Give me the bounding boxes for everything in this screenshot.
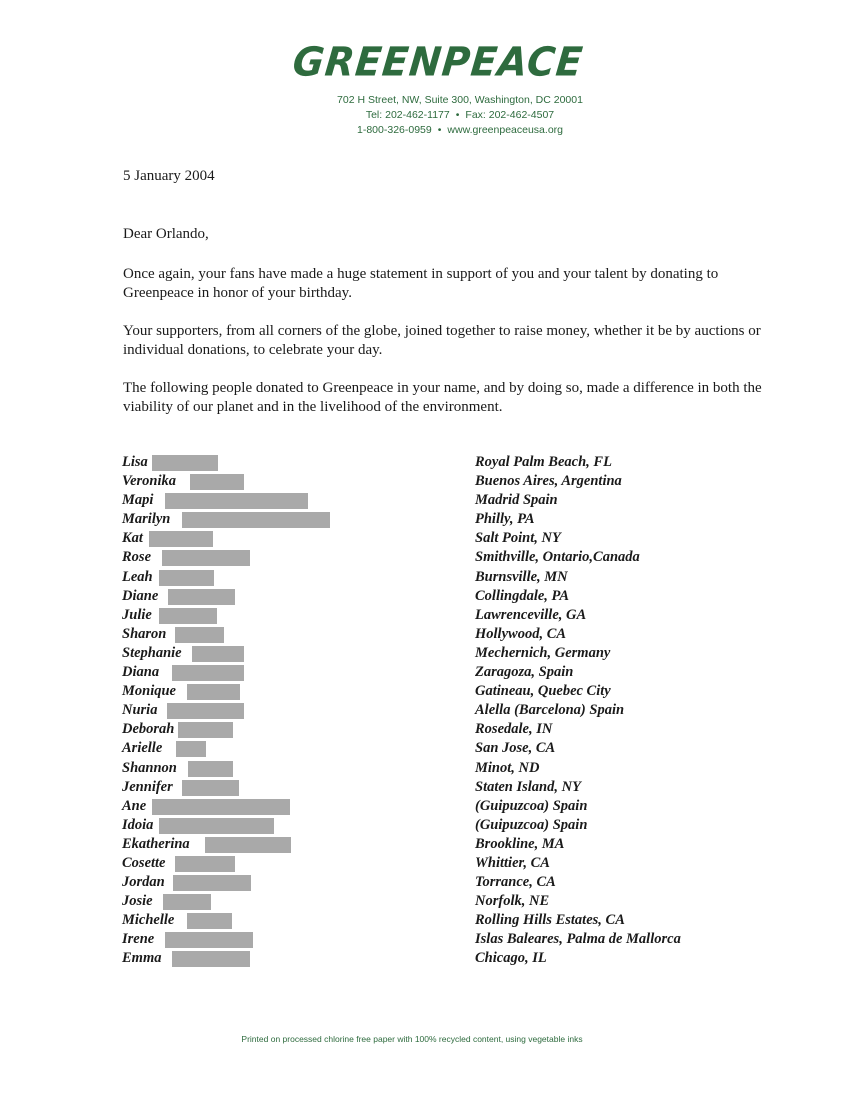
donor-location: (Guipuzcoa) Spain xyxy=(475,816,588,833)
bullet-separator: • xyxy=(455,109,460,121)
donor-location: Alella (Barcelona) Spain xyxy=(475,702,625,719)
redaction-box xyxy=(187,684,240,700)
donor-location: San Jose, CA xyxy=(475,740,556,757)
donor-name: Ekatherina xyxy=(122,835,190,852)
donor-name: Nuria xyxy=(122,702,158,719)
donor-location: Rosedale, IN xyxy=(475,721,553,738)
paragraph-3: The following people donated to Greenpeace in your name, and by doing so, made a difference in both the viability of our planet and in the livelihood of the environment. xyxy=(123,380,762,415)
redaction-box xyxy=(176,741,206,757)
footer-note: Printed on processed chlorine free paper with 100% recycled content, using vegetable inks xyxy=(241,1034,583,1044)
donor-name: Julie xyxy=(122,606,152,623)
donor-location: Rolling Hills Estates, CA xyxy=(475,912,625,929)
redaction-box xyxy=(192,646,244,662)
redaction-box xyxy=(175,856,235,872)
donor-location: Minot, ND xyxy=(475,759,540,776)
donor-location: Norfolk, NE xyxy=(475,893,550,910)
donor-name: Michelle xyxy=(122,912,175,929)
donor-name: Monique xyxy=(122,683,176,700)
donor-location: Chicago, IL xyxy=(475,950,547,967)
donor-name: Jordan xyxy=(122,874,165,891)
redaction-box xyxy=(172,951,250,967)
donor-name: Irene xyxy=(122,931,155,948)
donor-name: Veronika xyxy=(122,473,176,490)
donor-name: Diane xyxy=(122,587,159,604)
donor-location: Whittier, CA xyxy=(475,854,550,871)
donor-location: Burnsville, MN xyxy=(475,568,568,585)
donor-name: Leah xyxy=(122,568,153,585)
donor-location: Mechernich, Germany xyxy=(475,644,611,661)
donor-name: Josie xyxy=(122,893,153,910)
redaction-box xyxy=(182,780,239,796)
redaction-box xyxy=(167,703,244,719)
donor-location: Collingdale, PA xyxy=(475,587,569,604)
donor-name: Shannon xyxy=(122,759,177,776)
donor-location: Smithville, Ontario,Canada xyxy=(475,549,640,566)
paragraph-1: Once again, your fans have made a huge statement in support of you and your talent by donating to Greenpeace in honor of your birthday. xyxy=(123,266,719,301)
donor-location: Staten Island, NY xyxy=(475,778,581,795)
donor-name: Ane xyxy=(122,797,147,814)
website: www.greenpeaceusa.org xyxy=(447,124,563,136)
donor-location: Islas Baleares, Palma de Mallorca xyxy=(475,931,681,948)
redaction-box xyxy=(162,550,250,566)
donor-name: Kat xyxy=(122,530,143,547)
contact-phones xyxy=(72,108,848,123)
donor-name: Diana xyxy=(122,664,160,681)
donor-name: Marilyn xyxy=(122,511,171,528)
donor-name: Mapi xyxy=(122,492,154,509)
donor-name: Rose xyxy=(122,549,151,566)
letterhead xyxy=(0,40,848,138)
salutation: Dear Orlando, xyxy=(123,226,209,242)
letter-date: 5 January 2004 xyxy=(123,168,215,184)
redaction-box xyxy=(182,512,330,528)
donor-name: Stephanie xyxy=(122,644,182,661)
redaction-box xyxy=(163,894,211,910)
donor-name: Deborah xyxy=(122,721,175,738)
redaction-box xyxy=(205,837,291,853)
donor-location: (Guipuzcoa) Spain xyxy=(475,797,588,814)
donor-location: Hollywood, CA xyxy=(475,625,567,642)
donor-location: Brookline, MA xyxy=(475,835,565,852)
street-address: 702 H Street, NW, Suite 300, Washington, DC 20001 xyxy=(337,94,583,106)
redaction-box xyxy=(178,722,233,738)
donor-location: Royal Palm Beach, FL xyxy=(475,454,612,470)
redaction-box xyxy=(159,818,274,834)
donor-location: Buenos Aires, Argentina xyxy=(475,473,622,490)
redaction-box xyxy=(152,455,218,471)
redaction-box xyxy=(168,589,235,605)
redaction-box xyxy=(173,875,251,891)
redaction-box xyxy=(172,665,244,681)
redaction-box xyxy=(152,799,290,815)
fax-number: Fax: 202-462-4507 xyxy=(465,109,555,121)
donor-location: Philly, PA xyxy=(475,511,535,528)
greenpeace-logo: GREENPEACE xyxy=(290,38,586,86)
donor-location: Zaragoza, Spain xyxy=(475,664,574,681)
contact-web xyxy=(72,123,848,138)
redaction-box xyxy=(175,627,224,643)
redaction-box xyxy=(188,761,233,777)
donor-location: Torrance, CA xyxy=(475,874,556,891)
redaction-box xyxy=(159,570,214,586)
donor-name: Idoia xyxy=(122,816,154,833)
paragraph-2: Your supporters, from all corners of the globe, joined together to raise money, whether it be by auctions or individual donations, to celebrate your day. xyxy=(123,323,761,358)
redaction-box xyxy=(149,531,213,547)
redaction-box xyxy=(190,474,244,490)
donor-location: Gatineau, Quebec City xyxy=(475,683,611,700)
redaction-box xyxy=(187,913,232,929)
letterhead-address-block xyxy=(72,93,848,138)
donor-location: Lawrenceville, GA xyxy=(475,606,587,623)
donor-name: Jennifer xyxy=(122,778,173,795)
redaction-box xyxy=(165,932,253,948)
bullet-separator: • xyxy=(437,124,442,136)
tollfree-number: 1-800-326-0959 xyxy=(357,124,432,136)
donor-name: Sharon xyxy=(122,625,167,642)
donor-name: Arielle xyxy=(122,740,163,757)
donor-location: Salt Point, NY xyxy=(475,530,561,547)
donor-name: Emma xyxy=(122,950,162,967)
tel-number: Tel: 202-462-1177 xyxy=(365,109,450,121)
donor-name: Lisa xyxy=(122,454,148,470)
redaction-box xyxy=(165,493,308,509)
donor-name: Cosette xyxy=(122,854,166,871)
donor-location: Madrid Spain xyxy=(475,492,558,509)
redaction-box xyxy=(159,608,217,624)
